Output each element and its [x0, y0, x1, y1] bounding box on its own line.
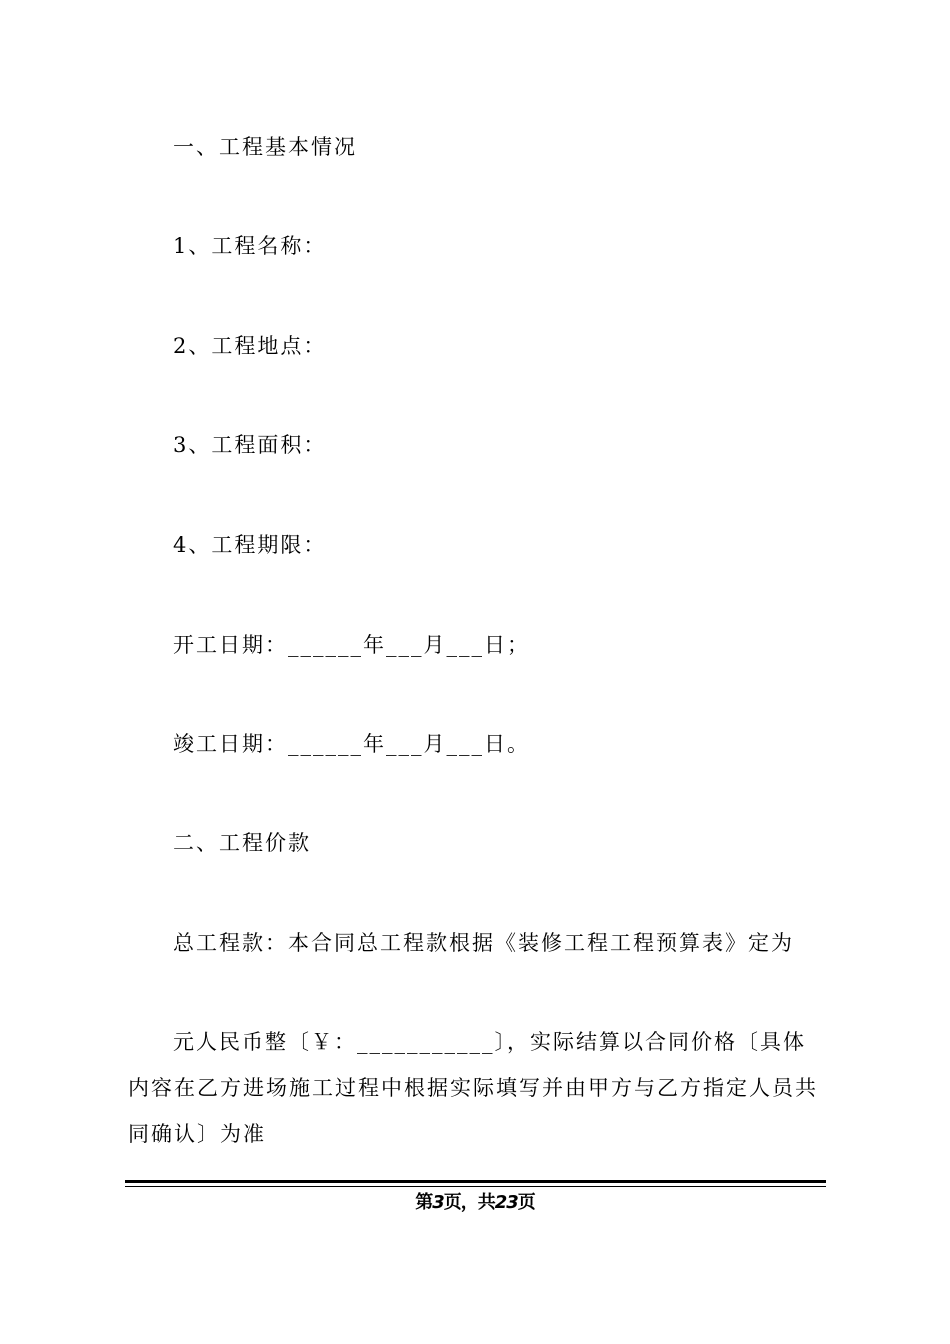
footer-middle: 页，共 [443, 1192, 495, 1213]
page-number-footer [0, 1188, 950, 1214]
section-heading-basic-info: 一、工程基本情况 [173, 135, 357, 159]
project-period-field: 4、工程期限： [173, 533, 327, 557]
total-page-count: 23 [494, 1192, 518, 1213]
end-date-line: 竣工日期：______年___月___日。 [173, 732, 530, 756]
price-paragraph: 元人民币整〔￥：___________〕，实际结算以合同价格〔具体内容在乙方进场施工过程中根据实际填写并由甲方与乙方指定人员共同确认〕为准 [128, 1030, 818, 1146]
project-location-field: 2、工程地点： [173, 334, 327, 358]
footer-prefix: 第 [415, 1192, 433, 1213]
project-area-field: 3、工程面积： [173, 433, 327, 457]
project-name-field: 1、工程名称： [173, 234, 327, 258]
section-heading-price: 二、工程价款 [173, 831, 311, 855]
footer-divider [125, 1180, 826, 1187]
footer-suffix: 页 [517, 1192, 535, 1213]
start-date-line: 开工日期：______年___月___日； [173, 633, 530, 657]
current-page-number: 3 [432, 1192, 444, 1213]
total-price-line: 总工程款：本合同总工程款根据《装修工程工程预算表》定为 [173, 931, 794, 955]
